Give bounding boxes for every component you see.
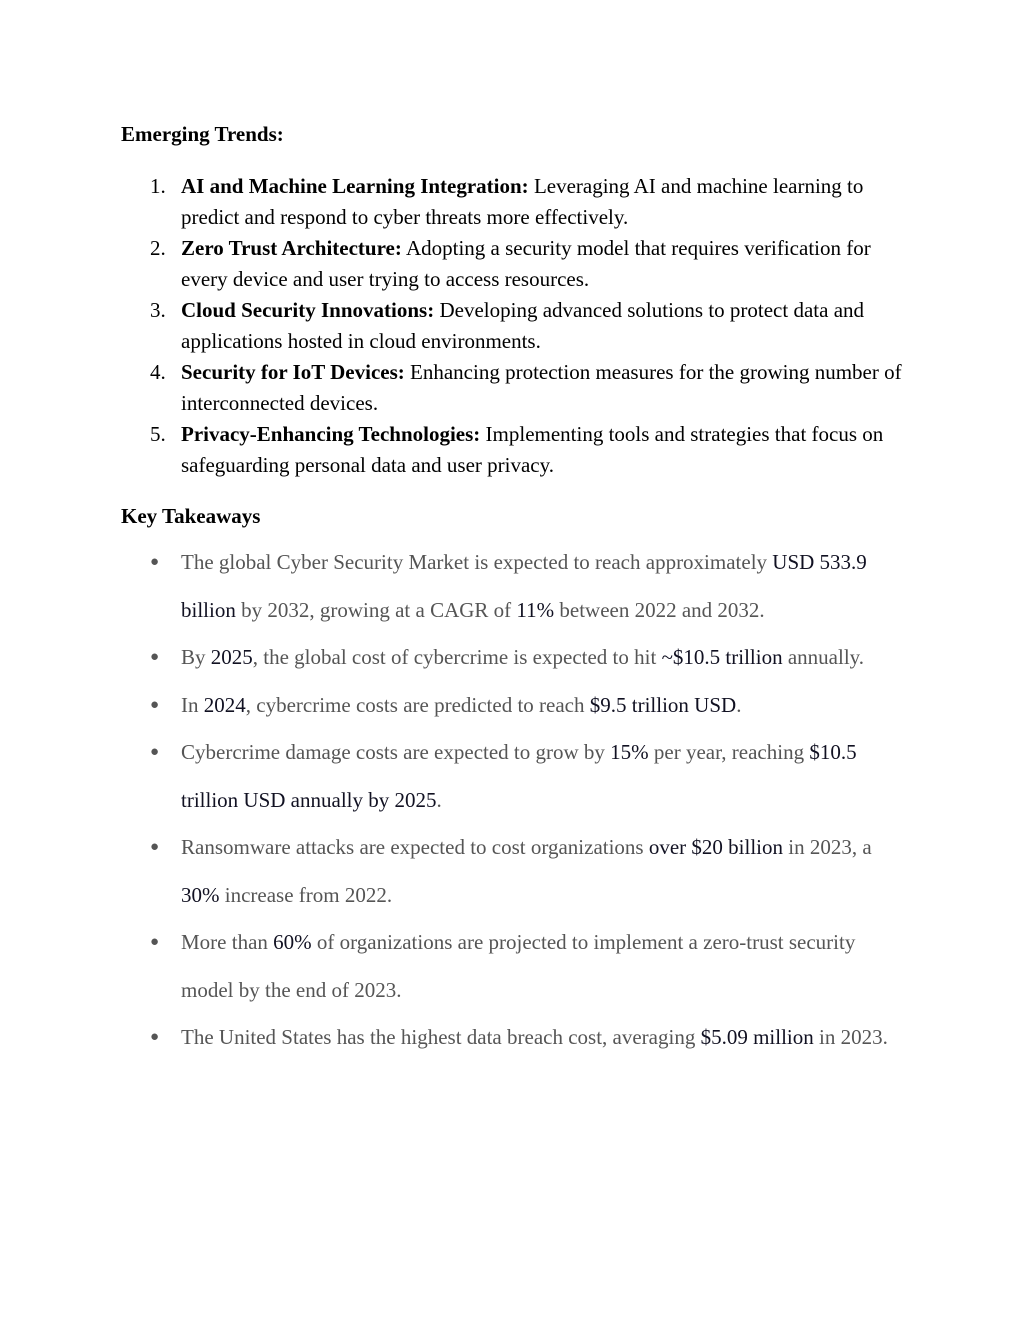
bullet-icon: ● xyxy=(150,649,160,665)
takeaway-text: . xyxy=(436,787,442,812)
takeaway-highlight: over $20 billion xyxy=(648,835,784,859)
takeaway-text: The global Cyber Security Market is expected to reach approximately xyxy=(181,550,773,574)
takeaway-text: in 2023, a xyxy=(783,835,872,859)
trend-number: 3. xyxy=(150,298,166,322)
trend-description: Adopting a security model that requires verification for every device and user trying to access resources. xyxy=(181,236,871,291)
trend-item xyxy=(0,171,911,233)
takeaway-highlight: ~$10.5 trillion xyxy=(661,645,783,669)
trend-description: Developing advanced solutions to protect data and applications hosted in cloud environments. xyxy=(181,298,865,353)
takeaway-highlight: $9.5 trillion USD xyxy=(589,692,737,717)
trend-description: Enhancing protection measures for the growing number of interconnected devices. xyxy=(181,360,902,415)
bullet-icon: ● xyxy=(150,934,160,950)
bullet-icon: ● xyxy=(150,744,160,760)
bullet-icon: ● xyxy=(150,1029,160,1045)
bullet-icon: ● xyxy=(150,554,160,570)
takeaway-highlight: USD 533.9 billion xyxy=(181,550,867,622)
takeaway-text: by 2032, growing at a CAGR of xyxy=(235,597,517,622)
emerging-trends-list xyxy=(0,171,1024,481)
trend-number: 2. xyxy=(150,236,166,260)
takeaway-text: of organizations are projected to implement a zero-trust security model by the end of 2023. xyxy=(181,930,856,1002)
trend-item xyxy=(0,419,911,481)
takeaway-text: By xyxy=(181,645,211,669)
trend-term: AI and Machine Learning Integration: xyxy=(181,174,529,198)
takeaway-text: , cybercrime costs are predicted to reach xyxy=(245,692,590,717)
trend-item xyxy=(0,295,911,357)
takeaway-text: . xyxy=(736,692,742,717)
takeaway-text: annually. xyxy=(782,645,865,669)
takeaway-item xyxy=(0,1014,901,1062)
trend-number: 4. xyxy=(150,360,166,384)
trend-term: Security for IoT Devices: xyxy=(181,360,405,384)
bullet-icon: ● xyxy=(150,696,160,713)
takeaway-highlight: 11% xyxy=(516,597,555,622)
takeaway-text: In xyxy=(181,692,204,717)
takeaway-item xyxy=(0,824,901,919)
trend-item xyxy=(0,357,911,419)
trend-description: Leveraging AI and machine learning to predict and respond to cyber threats more effectively. xyxy=(181,174,864,229)
takeaway-item xyxy=(0,539,901,634)
emerging-trends-heading: Emerging Trends: xyxy=(121,122,284,146)
takeaway-text: , the global cost of cybercrime is expected to hit xyxy=(252,645,662,669)
takeaway-highlight: 60% xyxy=(273,930,312,954)
takeaway-highlight: $10.5 trillion USD annually by 2025 xyxy=(181,740,857,812)
trend-description: Implementing tools and strategies that focus on safeguarding personal data and user privacy. xyxy=(181,422,884,477)
takeaway-item xyxy=(0,729,901,824)
takeaway-text: More than xyxy=(181,930,274,954)
takeaway-text: between 2022 and 2032. xyxy=(554,597,765,622)
takeaway-text: in 2023. xyxy=(813,1025,888,1049)
trend-term: Cloud Security Innovations: xyxy=(181,298,435,322)
takeaway-highlight: 2025 xyxy=(210,645,253,669)
takeaway-text: per year, reaching xyxy=(648,740,810,764)
takeaway-highlight: 2024 xyxy=(203,692,246,717)
trend-term: Privacy-Enhancing Technologies: xyxy=(181,422,481,446)
trend-item xyxy=(0,233,911,295)
key-takeaways-list xyxy=(0,539,1024,1062)
takeaway-text: The United States has the highest data breach cost, averaging xyxy=(181,1025,701,1049)
takeaway-highlight: 15% xyxy=(610,740,649,764)
trend-number: 5. xyxy=(150,422,166,446)
takeaway-highlight: 30% xyxy=(181,882,220,907)
takeaway-item xyxy=(0,682,901,730)
trend-number: 1. xyxy=(150,174,166,198)
takeaway-item xyxy=(0,634,901,682)
takeaway-text: Cybercrime damage costs are expected to grow by xyxy=(181,740,611,764)
trend-term: Zero Trust Architecture: xyxy=(181,236,402,260)
bullet-icon: ● xyxy=(150,839,160,855)
takeaway-text: increase from 2022. xyxy=(219,882,393,907)
key-takeaways-heading: Key Takeaways xyxy=(121,504,261,528)
takeaway-text: Ransomware attacks are expected to cost organizations xyxy=(181,835,649,859)
takeaway-highlight: $5.09 million xyxy=(700,1025,814,1049)
takeaway-item xyxy=(0,919,901,1014)
